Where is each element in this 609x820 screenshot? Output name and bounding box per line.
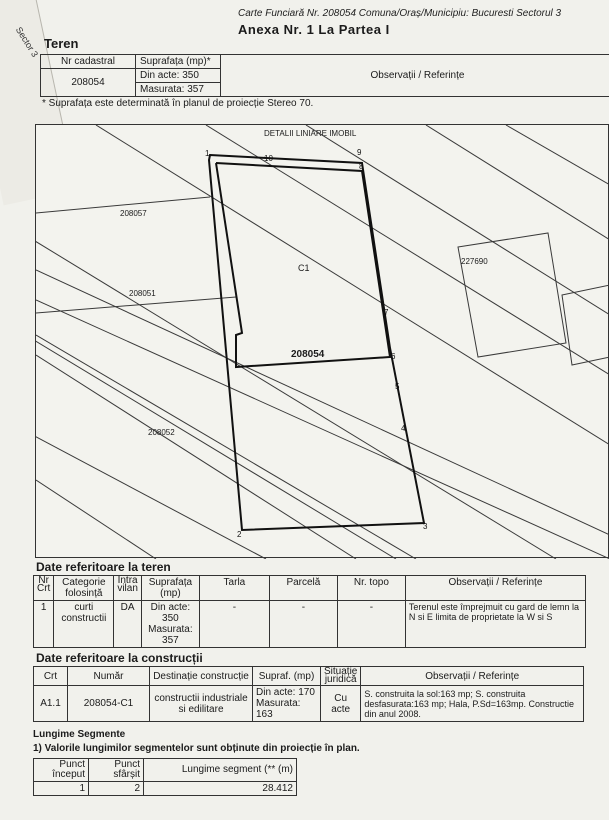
cell-supraf (253, 686, 321, 722)
th-destinatie: Destinație construcție (150, 667, 253, 686)
point-5-label: 5 (395, 382, 400, 391)
cell-intravilan: DA (114, 601, 142, 648)
th-nr-topo: Nr. topo (337, 576, 405, 601)
neighbour-parcel-right (562, 285, 609, 365)
cell-nr: 1 (34, 601, 54, 648)
th-observatii-c: Observații / Referințe (361, 667, 584, 686)
cell-numar: 208054-C1 (68, 686, 150, 722)
hatch-line (36, 480, 156, 559)
cell-categorie: curti constructii (54, 601, 114, 648)
plan-drawing (36, 125, 609, 559)
th-supraf: Supraf. (mp) (253, 667, 321, 686)
teren-data-table (33, 575, 586, 648)
header-carte-funciara: Carte Funciară Nr. 208054 Comuna/Oraș/Municipiu: Bucuresti Sectorul 3 (238, 8, 562, 19)
cell-supraf-masurata: Masurata: 163 (256, 698, 301, 720)
cell-inceput: 1 (34, 782, 89, 796)
cell-tarla: - (199, 601, 269, 648)
projection-note: * Suprafața este determinată în planul de proiecție Stereo 70. (42, 98, 314, 109)
section-teren-label: Teren (44, 36, 79, 51)
lungime-segmente-title: Lungime Segmente (33, 729, 126, 740)
th-punct-inceput: Punct început (34, 759, 89, 782)
hatch-line (36, 305, 396, 559)
prev-page-text: Sector 3 (13, 25, 41, 59)
cell-nr-topo: - (337, 601, 405, 648)
section-date-teren-title: Date referitoare la teren (36, 560, 171, 574)
header-nr-cadastral: Nr cadastral (41, 55, 136, 69)
hatch-line (96, 125, 609, 445)
cell-suprafata-acte-val: 350 (162, 613, 179, 624)
point-8-label: 8 (359, 162, 364, 171)
header-suprafata: Suprafața (mp)* (136, 55, 221, 69)
cell-suprafata-masurata: Masurata: (148, 624, 193, 635)
th-suprafata: Suprafața (mp) (141, 576, 199, 601)
hatch-line (36, 270, 609, 535)
main-parcel-label: 208054 (291, 349, 325, 360)
header-title: Anexa Nr. 1 La Partea I (238, 22, 390, 37)
cell-lungime: 28.412 (144, 782, 297, 796)
table-row (34, 601, 586, 648)
plan-caption: DETALII LINIARE IMOBIL (264, 129, 357, 138)
th-lungime: Lungime segment (** (m) (144, 759, 297, 782)
parcel-208054-outline (209, 155, 424, 530)
parcel-divider (36, 297, 236, 313)
th-punct-sfarsit: Punct sfârșit (89, 759, 144, 782)
point-3-label: 3 (423, 522, 428, 531)
cell-supraf-acte: Din acte: 170 (256, 687, 315, 698)
lungime-segmente-subtitle: 1) Valorile lungimilor segmentelor sunt obținute din proiecție în plan. (33, 743, 360, 754)
point-4-label: 4 (401, 424, 406, 433)
teren-summary-table (40, 54, 609, 97)
point-6-label: 6 (391, 352, 396, 361)
hatch-line (506, 125, 609, 185)
hatch-line (306, 125, 609, 315)
th-intravilan: Intra vilan (114, 576, 142, 601)
parcel-208057-label: 208057 (120, 209, 147, 218)
parcel-208051-label: 208051 (129, 289, 156, 298)
building-c1-label: C1 (298, 263, 310, 273)
point-1-label: 1 (205, 149, 210, 158)
th-categorie: Categorie folosință (54, 576, 114, 601)
th-nr-crt: Nr Crt (34, 576, 54, 601)
th-observatii: Observații / Referințe (405, 576, 585, 601)
segments-table (33, 758, 297, 796)
cadastral-plan (35, 124, 609, 558)
cell-suprafata-acte: Din acte: (150, 602, 191, 613)
nr-cadastral-value: 208054 (41, 69, 136, 97)
cell-destinatie: constructii industriale si edilitare (150, 686, 253, 722)
section-date-constructii-title: Date referitoare la construcții (36, 651, 203, 665)
masurata-value: Masurata: 357 (136, 83, 221, 97)
th-tarla: Tarla (199, 576, 269, 601)
cell-observatii: Terenul este împrejmuit cu gard de lemn la N si E limita de proprietate la W si S (405, 601, 585, 648)
th-parcela: Parcelă (269, 576, 337, 601)
cell-observatii-c: S. construita la sol:163 mp; S. construita desfasurata:163 mp; Hala, P.Sd=163mp. Constructie din anul 2008. (361, 686, 584, 722)
din-acte-value: Din acte: 350 (136, 69, 221, 83)
th-crt: Crt (34, 667, 68, 686)
neighbour-parcel-227690 (458, 233, 566, 357)
point-2-label: 2 (237, 530, 242, 539)
table-row (34, 686, 584, 722)
cell-suprafata-masurata-val: 357 (162, 635, 179, 646)
th-numar: Număr (68, 667, 150, 686)
cell-situatie: Cu acte (321, 686, 361, 722)
parcel-227690-label: 227690 (461, 257, 488, 266)
cell-crt: A1.1 (34, 686, 68, 722)
header-observatii: Observații / Referințe (221, 55, 609, 97)
th-situatie: Situație juridică (321, 667, 361, 686)
constructii-data-table (33, 666, 584, 722)
cell-suprafata (141, 601, 199, 648)
parcel-208052-label: 208052 (148, 428, 175, 437)
cell-sfarsit: 2 (89, 782, 144, 796)
hatch-line (36, 300, 609, 559)
table-row (34, 782, 297, 796)
hatch-line (426, 125, 609, 240)
point-7-label: 7 (384, 308, 389, 317)
cell-parcela: - (269, 601, 337, 648)
point-9-label: 9 (357, 148, 362, 157)
point-10-label: 10 (264, 154, 273, 163)
